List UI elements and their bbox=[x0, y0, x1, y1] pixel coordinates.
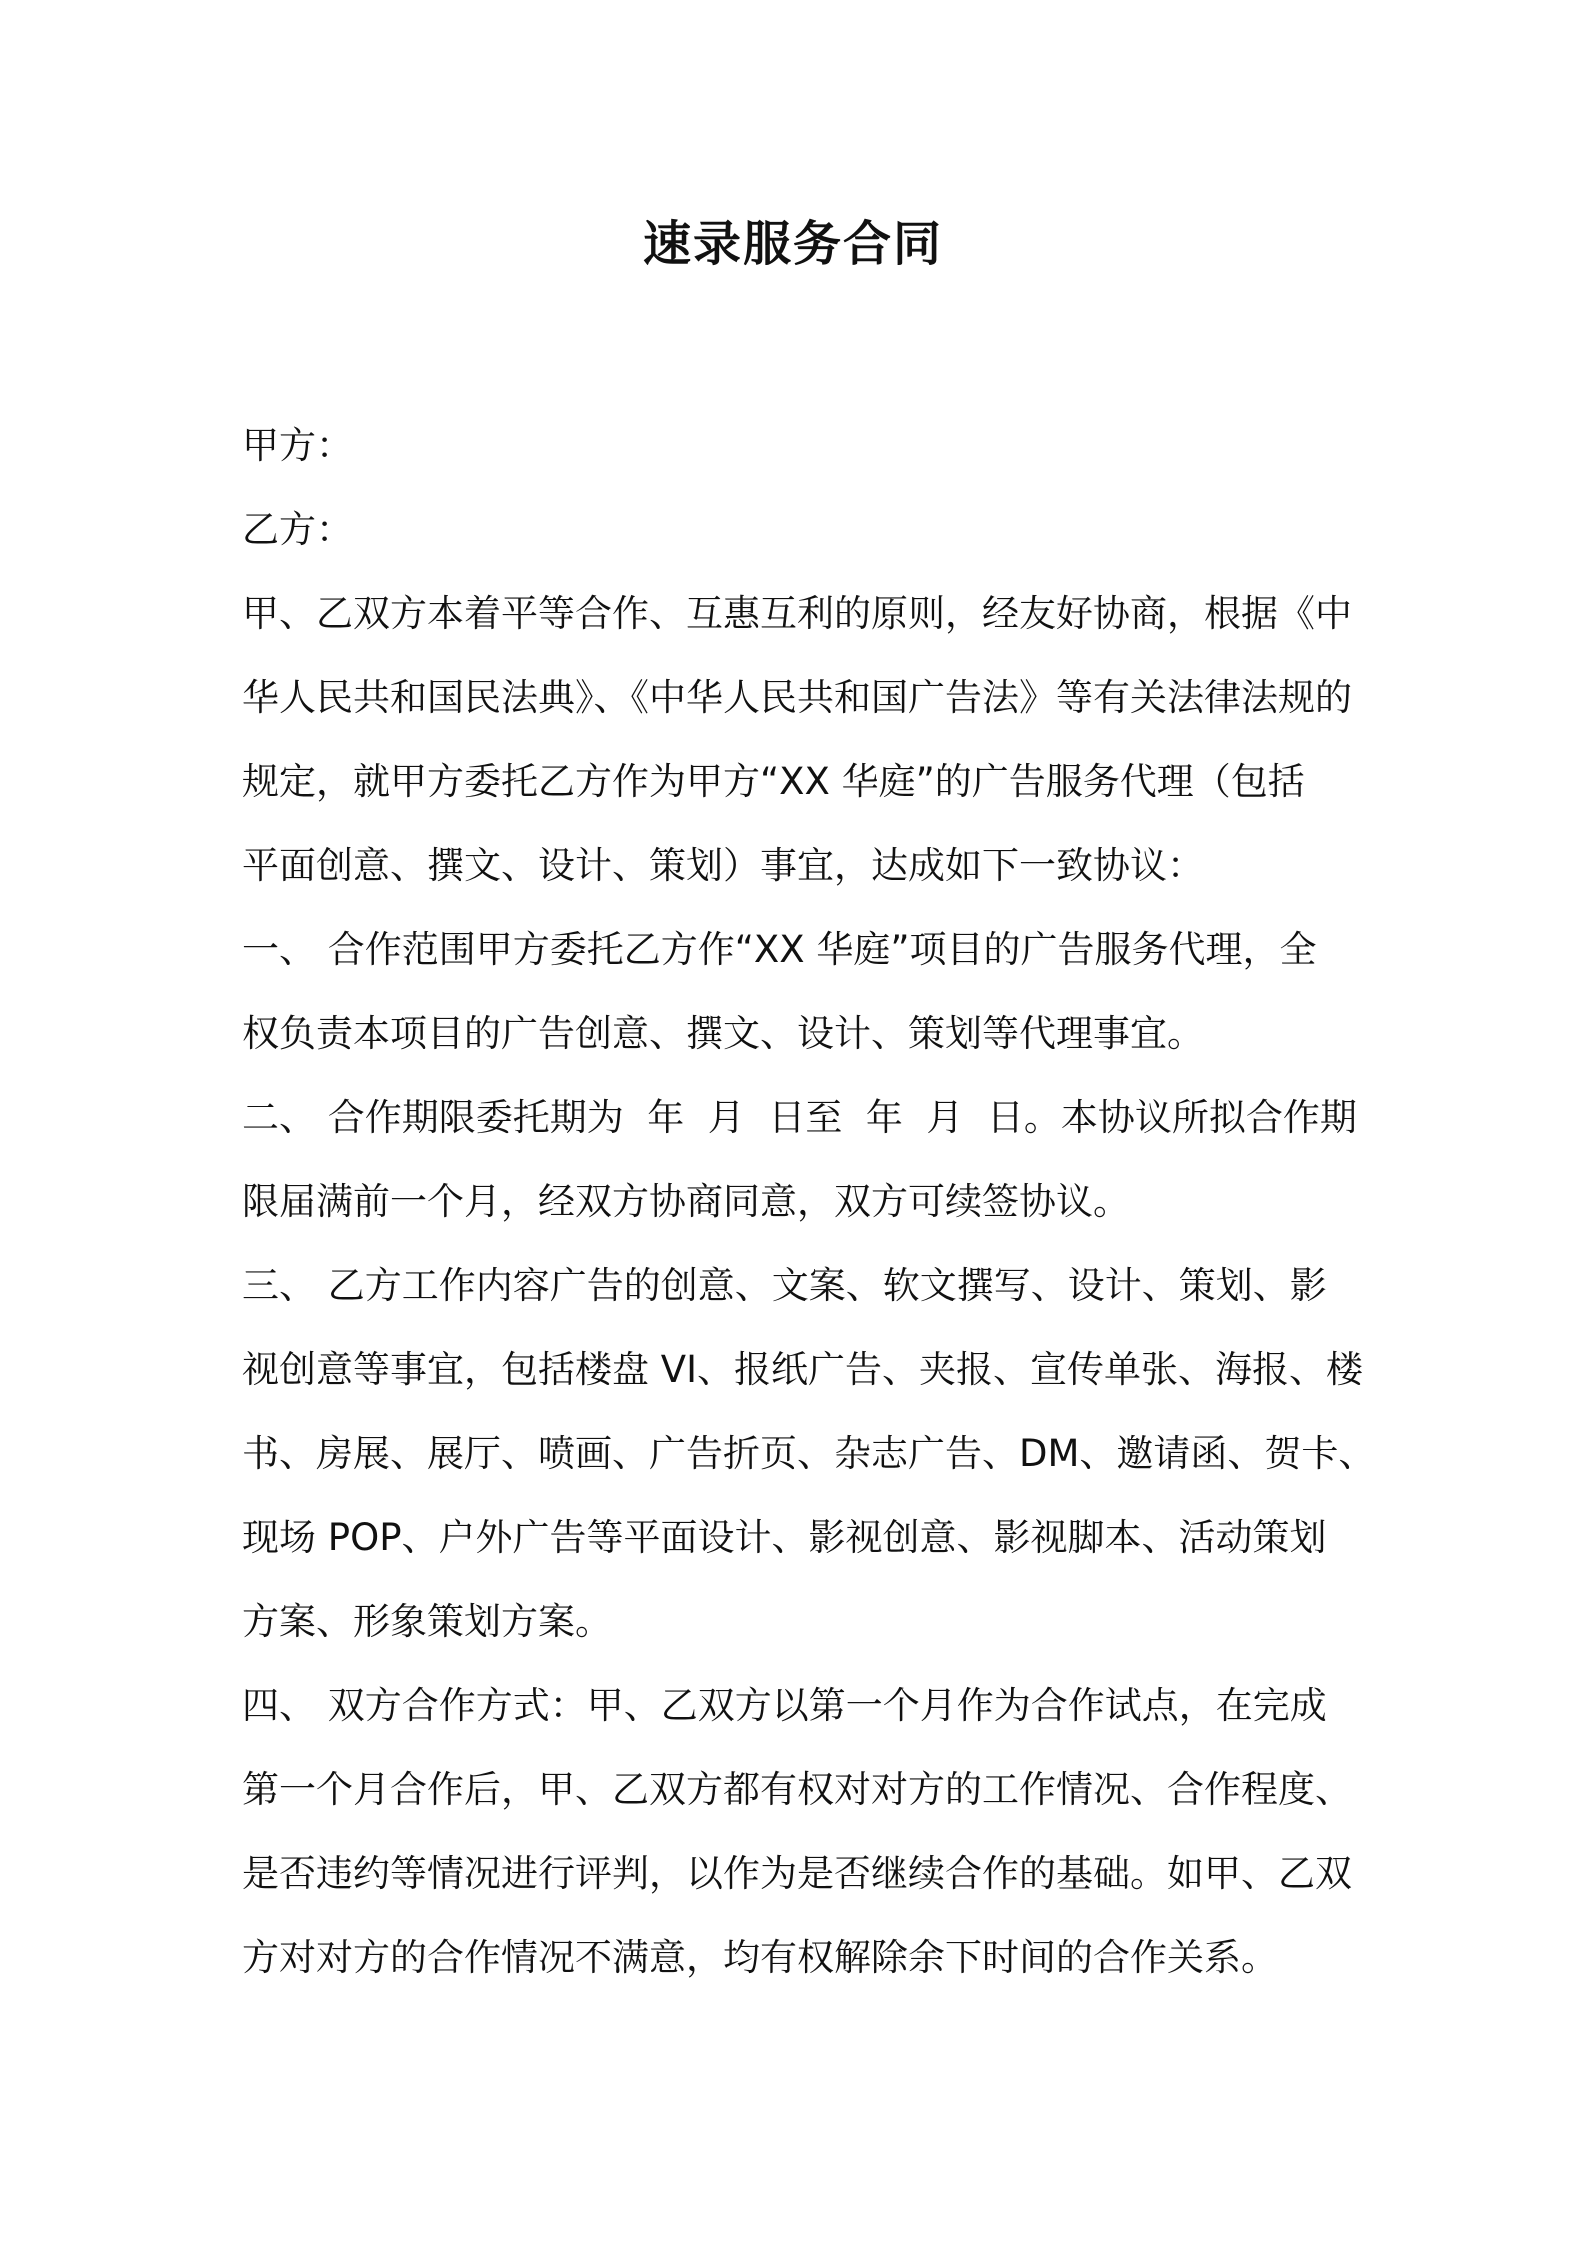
preamble-line: 甲、乙双方本着平等合作、互惠互利的原则，经友好协商，根据《中 bbox=[242, 592, 1352, 635]
clause-line: 方对对方的合作情况不满意，均有权解除余下时间的合作关系。 bbox=[242, 1936, 1278, 1979]
clause-line: 权负责本项目的广告创意、撰文、设计、策划等代理事宜。 bbox=[242, 1012, 1204, 1055]
clause-line: 一、 合作范围甲方委托乙方作“XX 华庭”项目的广告服务代理，全 bbox=[242, 928, 1317, 971]
clause-2-cooperation-period bbox=[242, 1076, 1360, 1244]
clause-line: 方案、形象策划方案。 bbox=[242, 1600, 612, 1643]
clause-line: 现场 POP、户外广告等平面设计、影视创意、影视脚本、活动策划 bbox=[242, 1516, 1327, 1559]
clause-line: 视创意等事宜，包括楼盘 VI、报纸广告、夹报、宣传单张、海报、楼 bbox=[242, 1348, 1363, 1391]
preamble-line: 规定，就甲方委托乙方作为甲方“XX 华庭”的广告服务代理（包括 bbox=[242, 760, 1305, 803]
clause-line: 限届满前一个月，经双方协商同意，双方可续签协议。 bbox=[242, 1180, 1130, 1223]
document-body bbox=[242, 404, 1376, 2000]
clause-line: 三、 乙方工作内容广告的创意、文案、软文撰写、设计、策划、影 bbox=[242, 1264, 1327, 1307]
clause-line: 四、 双方合作方式：甲、乙双方以第一个月作为合作试点，在完成 bbox=[242, 1684, 1327, 1727]
clause-line: 是否违约等情况进行评判，以作为是否继续合作的基础。如甲、乙双 bbox=[242, 1852, 1352, 1895]
clause-4-cooperation-method bbox=[242, 1664, 1360, 2000]
clause-1-cooperation-scope bbox=[242, 908, 1360, 1076]
party-b-label: 乙方： bbox=[242, 508, 353, 551]
preamble-line: 华人民共和国民法典》、《中华人民共和国广告法》等有关法律法规的 bbox=[242, 676, 1352, 719]
clause-line: 二、 合作期限委托期为 年 月 日至 年 月 日。本协议所拟合作期 bbox=[242, 1096, 1357, 1139]
clause-line: 书、房展、展厅、喷画、广告折页、杂志广告、DM、邀请函、贺卡、 bbox=[242, 1432, 1376, 1475]
preamble-paragraph bbox=[242, 572, 1360, 908]
document-title: 速录服务合同 bbox=[642, 216, 943, 272]
clause-line: 第一个月合作后，甲、乙双方都有权对对方的工作情况、合作程度、 bbox=[242, 1768, 1352, 1811]
party-a-label: 甲方： bbox=[242, 424, 353, 467]
preamble-line: 平面创意、撰文、设计、策划）事宜，达成如下一致协议： bbox=[242, 844, 1204, 887]
clause-3-work-content bbox=[242, 1244, 1376, 1664]
